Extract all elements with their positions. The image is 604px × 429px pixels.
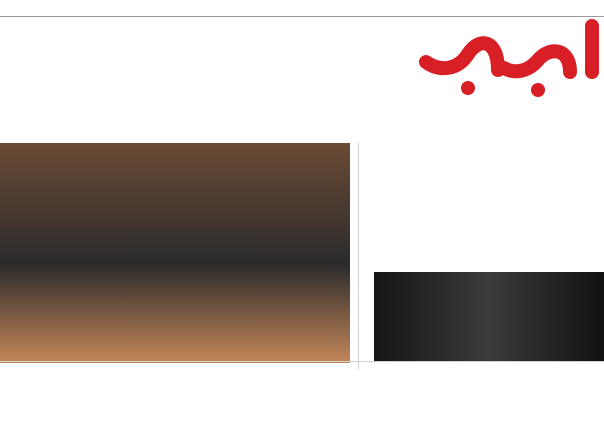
logo-image [410, 18, 600, 104]
logo [410, 18, 600, 104]
top-strip [0, 0, 604, 17]
main-photo [0, 143, 350, 363]
vertical-divider [358, 143, 359, 369]
bottom-section [0, 362, 604, 429]
secondary-photo [374, 272, 604, 362]
